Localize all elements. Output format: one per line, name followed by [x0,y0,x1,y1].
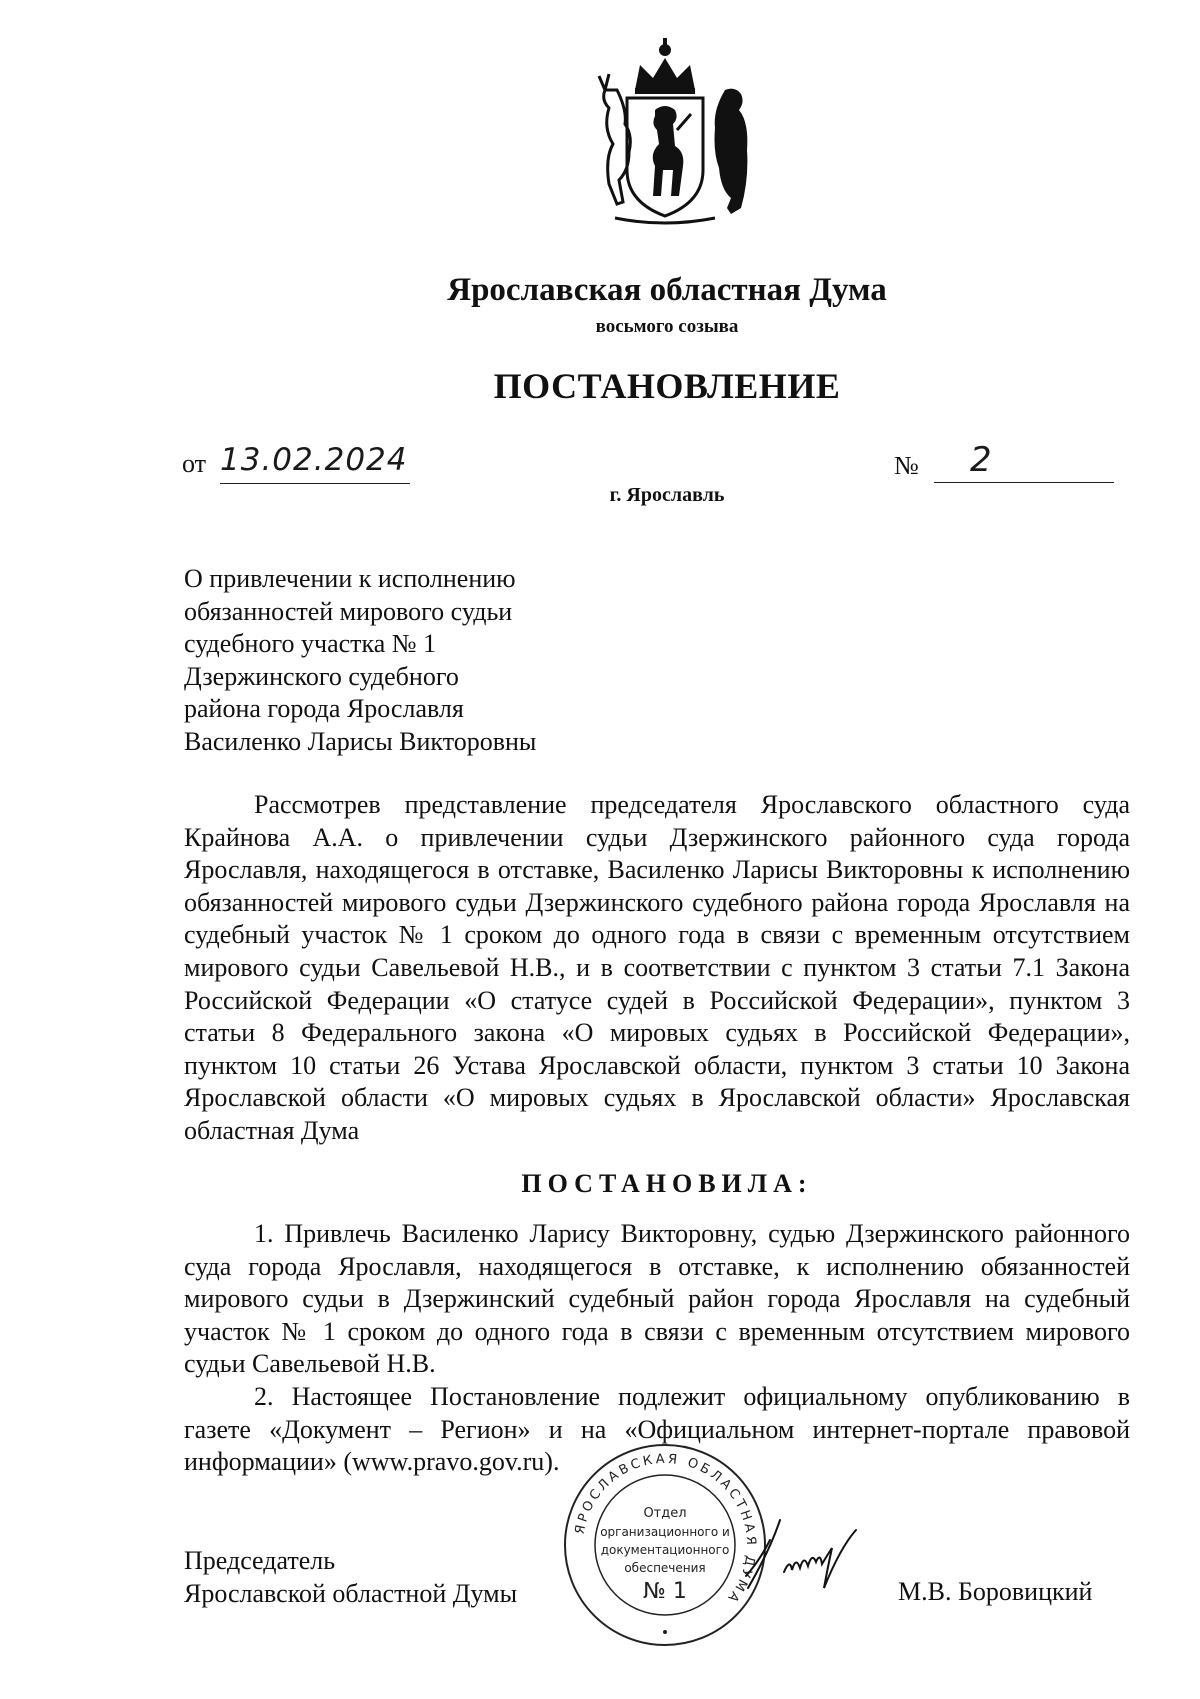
stamp-line: организационного и [600,1525,730,1539]
subject-line: Василенко Ларисы Викторовны [184,726,537,756]
stamp-line: обеспечения [624,1561,706,1575]
decision-point-2: 2. Настоящее Постановление подлежит официальному опубликованию в газете «Документ – Регион» и на «Официальном интернет-портале правовой информации» (www.pravo.gov.ru). [184,1381,1130,1477]
subject-line: обязанностей мирового судьи [184,596,513,626]
subject-line: района города Ярославля [184,694,464,723]
date-handwritten: 13.02.2024 [220,442,408,478]
official-stamp [560,1440,770,1650]
stamp-line: Отдел [643,1506,687,1521]
stamp-number: № 1 [643,1579,687,1604]
decision-point-1: 1. Привлечь Василенко Ларису Викторовну, судью Дзержинского районного суда города Ярославля, находящегося в отставке, к исполнению обязанностей мирового судьи в Дзержинский судебный район города Ярославля на судебный участок № 1 сроком до одного года в связи с временным отсутствием мирового судьи Савельевой Н.В. [184,1219,1130,1379]
preamble-paragraph: Рассмотрев представление председателя Ярославского областного суда Крайнова А.А. о привлечении судьи Дзержинского районного суда города Ярославля, находящегося в отставке, Василенко Ларисы Викторовны к исполнению обязанностей мирового судьи Дзержинского судебного района города Ярославля на судебный участок № 1 сроком до одного года в связи с временным отсутствием мирового судьи Савельевой Н.В., и в соответствии с пунктом 3 статьи 7.1 Закона Российской Федерации «О статусе судей в Российской Федерации», пунктом 3 статьи 8 Федерального закона «О мировых судьях в Российской Федерации», пунктом 10 статьи 26 Устава Ярославской области, пунктом 3 статьи 10 Закона Ярославской области «О мировых судьях в Ярославской области» Ярославская областная Дума [184,790,1130,1145]
number-handwritten: 2 [970,440,992,480]
subject-block [184,563,536,758]
number-sign: № [894,451,919,480]
document-type: ПОСТАНОВЛЕНИЕ [493,366,841,406]
number-underline [934,482,1114,483]
decision-heading: ПОСТАНОВИЛА: [521,1169,813,1198]
subject-line: судебного участка № 1 [184,629,437,658]
stamp-ring-text: ЯРОСЛАВСКАЯ ОБЛАСТНАЯ ДУМА [572,1451,759,1607]
handwritten-signature-icon [740,1510,890,1600]
convocation: восьмого созыва [595,316,739,337]
chairman-title-line: Ярославской областной Думы [184,1579,518,1608]
chairman-title-line: Председатель [184,1546,336,1575]
subject-line: Дзержинского судебного [184,661,459,691]
coat-of-arms-icon [565,30,765,230]
stamp-line: документационного [600,1543,730,1557]
city: г. Ярославль [609,484,725,506]
organization-name: Ярославская областная Дума [447,272,887,308]
date-prefix: от [182,449,207,478]
preamble [184,789,1130,1148]
chairman-title [184,1544,517,1610]
subject-line: О привлечении к исполнению [184,564,516,593]
signer-name: М.В. Боровицкий [898,1577,1093,1606]
